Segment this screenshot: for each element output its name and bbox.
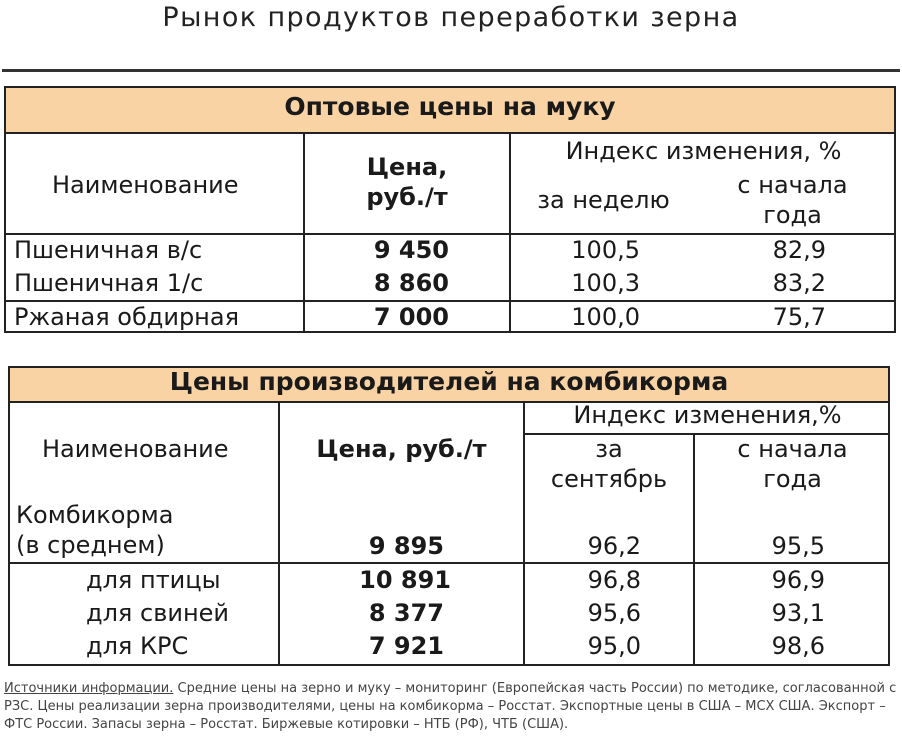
table2-heading: Цены производителей на комбикорма: [169, 367, 729, 396]
table2-summary-name-line2: (в среднем): [16, 531, 165, 559]
table-row-week: 100,0: [571, 303, 640, 331]
table-row-year: 83,2: [772, 269, 826, 297]
table1-col-price-line1: Цена,: [366, 153, 448, 181]
table1-col-price-header: [305, 152, 509, 212]
table1-col-year-line1: с начала: [737, 171, 848, 199]
sources-text: Средние цены на зерно и муку – мониторинг (Европейская часть России) по методике, согласованной с РЗС. Цены реализации зерна производителями, цены на комбикорма – Росстат. Экспортные цены в США – МСХ США. Экспорт – ФТС России. Запасы зерна – Росстат. Биржевые котировки – НТБ (РФ), ЧТБ (США).: [4, 681, 897, 732]
table-row-month: 96,8: [587, 566, 641, 594]
table2-summary-month: 96,2: [587, 532, 641, 560]
table-row-name: для КРС: [86, 632, 189, 660]
table2-summary-price: 9 895: [368, 532, 444, 560]
table1-col-index-header: Индекс изменения, %: [565, 137, 842, 165]
table-row-name: Пшеничная в/с: [14, 236, 203, 264]
table2-col-year-header: [695, 434, 890, 494]
table-row-price: 8 377: [368, 599, 444, 627]
table1-col-price-line2: руб./т: [366, 183, 448, 211]
table2-col-index-header: Индекс изменения,%: [573, 401, 842, 429]
table-row-year: 93,1: [771, 599, 825, 627]
table-row-year: 98,6: [771, 632, 825, 660]
table-row-name: Ржаная обдирная: [14, 303, 240, 331]
table2-col-month-header: [525, 434, 693, 494]
table2-col-name-header: Наименование: [42, 435, 229, 463]
table2-summary-name-line1: Комбикорма: [16, 501, 174, 529]
table1-col-year-header: [700, 170, 885, 230]
table2-col-month-line1: за: [595, 435, 623, 463]
table2-col-year-line2: года: [763, 465, 822, 493]
table-row-week: 100,3: [571, 269, 640, 297]
table-row-price: 7 000: [373, 303, 449, 331]
table1-heading-rule: [4, 132, 896, 134]
table-row-name: для птицы: [86, 566, 221, 594]
table1-col-name-header: Наименование: [52, 171, 239, 199]
sources-note: [4, 680, 898, 734]
table1-col-year-line2: года: [763, 201, 822, 229]
table-row-name: Пшеничная 1/с: [14, 269, 204, 297]
table-row-week: 100,5: [571, 236, 640, 264]
table1-col-week-header: за неделю: [537, 186, 670, 214]
table2-col-month-line2: сентябрь: [550, 465, 668, 493]
table-row-year: 82,9: [772, 236, 826, 264]
table-row-month: 95,0: [587, 632, 641, 660]
sources-label: Источники информации.: [4, 681, 174, 696]
table-row-price: 10 891: [359, 566, 451, 594]
table-row-price: 7 921: [368, 632, 444, 660]
table2-summary-year: 95,5: [771, 532, 825, 560]
table-row-month: 95,6: [587, 599, 641, 627]
table-row-price: 9 450: [373, 236, 449, 264]
page-title: Рынок продуктов переработки зерна: [162, 2, 740, 33]
table2-summary-name: [16, 500, 173, 560]
table2-col-year-line1: с начала: [737, 435, 848, 463]
table-row-year: 75,7: [772, 303, 826, 331]
table1-heading: Оптовые цены на муку: [284, 92, 616, 121]
table2-summary-rule: [8, 562, 890, 564]
table-row-name: для свиней: [86, 599, 229, 627]
table-row-price: 8 860: [373, 269, 449, 297]
title-divider: [2, 69, 900, 72]
table2-col-price-header: Цена, руб./т: [316, 435, 487, 463]
table-row-year: 96,9: [771, 566, 825, 594]
